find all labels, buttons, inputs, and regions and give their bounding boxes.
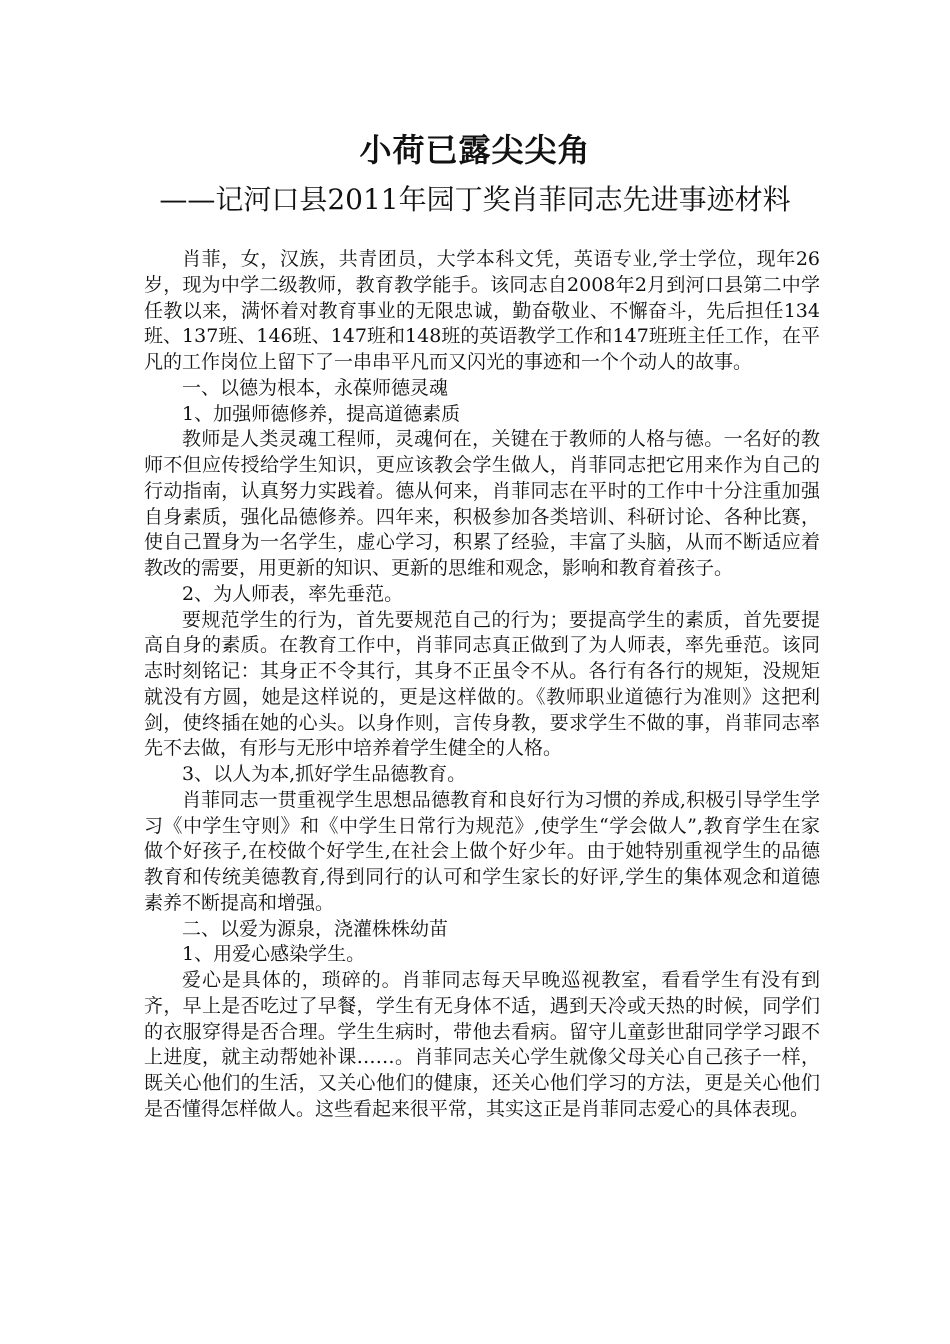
paragraph-1-3: 肖菲同志一贯重视学生思想品德教育和良好行为习惯的养成,积极引导学生学习《中学生守则》和《中学生日常行为规范》,使学生“学会做人”,教育学生在家做个好孩子,在校做个好学生,在社会上做个好少年。由于她特别重视学生的品德教育和传统美德教育,得到同行的认可和学生家长的好评,学生的集体观念和道德素养不断提高和增强。: [144, 788, 820, 914]
subsection-heading-1-2: 2、为人师表，率先垂范。: [182, 582, 404, 605]
paragraph-2-1: 爱心是具体的，琐碎的。肖菲同志每天早晚巡视教室，看看学生有没有到齐，早上是否吃过了早餐，学生有无身体不适，遇到天冷或天热的时候，同学们的衣服穿得是否合理。学生生病时，带他去看病。留守儿童彭世甜同学学习跟不上进度，就主动帮她补课……。肖菲同志关心学生就像父母关心自己孩子一样，既关心他们的生活，又关心他们的健康，还关心他们学习的方法，更是关心他们是否懂得怎样做人。这些看起来很平常，其实这正是肖菲同志爱心的具体表现。: [144, 969, 820, 1120]
paragraph-intro: 肖菲，女，汉族，共青团员，大学本科文凭，英语专业,学士学位，现年26岁，现为中学二级教师，教育教学能手。该同志自2008年2月到河口县第二中学任教以来，满怀着对教育事业的无限忠诚，勤奋敬业、不懈奋斗，先后担任134班、137班、146班、147班和148班的英语教学工作和147班班主任工作，在平凡的工作岗位上留下了一串串平凡而又闪光的事迹和一个个动人的故事。: [144, 248, 820, 373]
section-heading-1: 一、以德为根本，永葆师德灵魂: [182, 376, 449, 399]
document-body: [144, 247, 820, 1123]
document-subtitle: ——记河口县2011年园丁奖肖菲同志先进事迹材料: [159, 183, 791, 216]
paragraph-1-2: 要规范学生的行为，首先要规范自己的行为；要提高学生的素质，首先要提高自身的素质。在教育工作中，肖菲同志真正做到了为人师表，率先垂范。该同志时刻铭记：其身正不令其行，其身不正虽令不从。各行有各行的规矩，没规矩就没有方圆，她是这样说的，更是这样做的。《教师职业道德行为准则》这把利剑，使终插在她的心头。以身作则，言传身教，要求学生不做的事，肖菲同志率先不去做，有形与无形中培养着学生健全的人格。: [144, 608, 820, 760]
subsection-heading-1-1: 1、加强师德修养，提高道德素质: [182, 402, 461, 425]
subsection-heading-2-1: 1、用爱心感染学生。: [182, 943, 366, 966]
section-heading-2: 二、以爱为源泉，浇灌株株幼苗: [182, 917, 449, 940]
paragraph-1-1: 教师是人类灵魂工程师，灵魂何在，关键在于教师的人格与德。一名好的教师不但应传授给学生知识，更应该教会学生做人，肖菲同志把它用来作为自己的行动指南，认真努力实践着。德从何来，肖菲同志在平时的工作中十分注重加强自身素质，强化品德修养。四年来，积极参加各类培训、科研讨论、各种比赛，使自己置身为一名学生，虚心学习，积累了经验，丰富了头脑，从而不断适应着教改的需要，用更新的知识、更新的思维和观念，影响和教育着孩子。: [144, 428, 820, 579]
subsection-heading-1-3: 3、以人为本,抓好学生品德教育。: [182, 763, 467, 785]
document-title: 小荷已露尖尖角: [359, 131, 591, 169]
